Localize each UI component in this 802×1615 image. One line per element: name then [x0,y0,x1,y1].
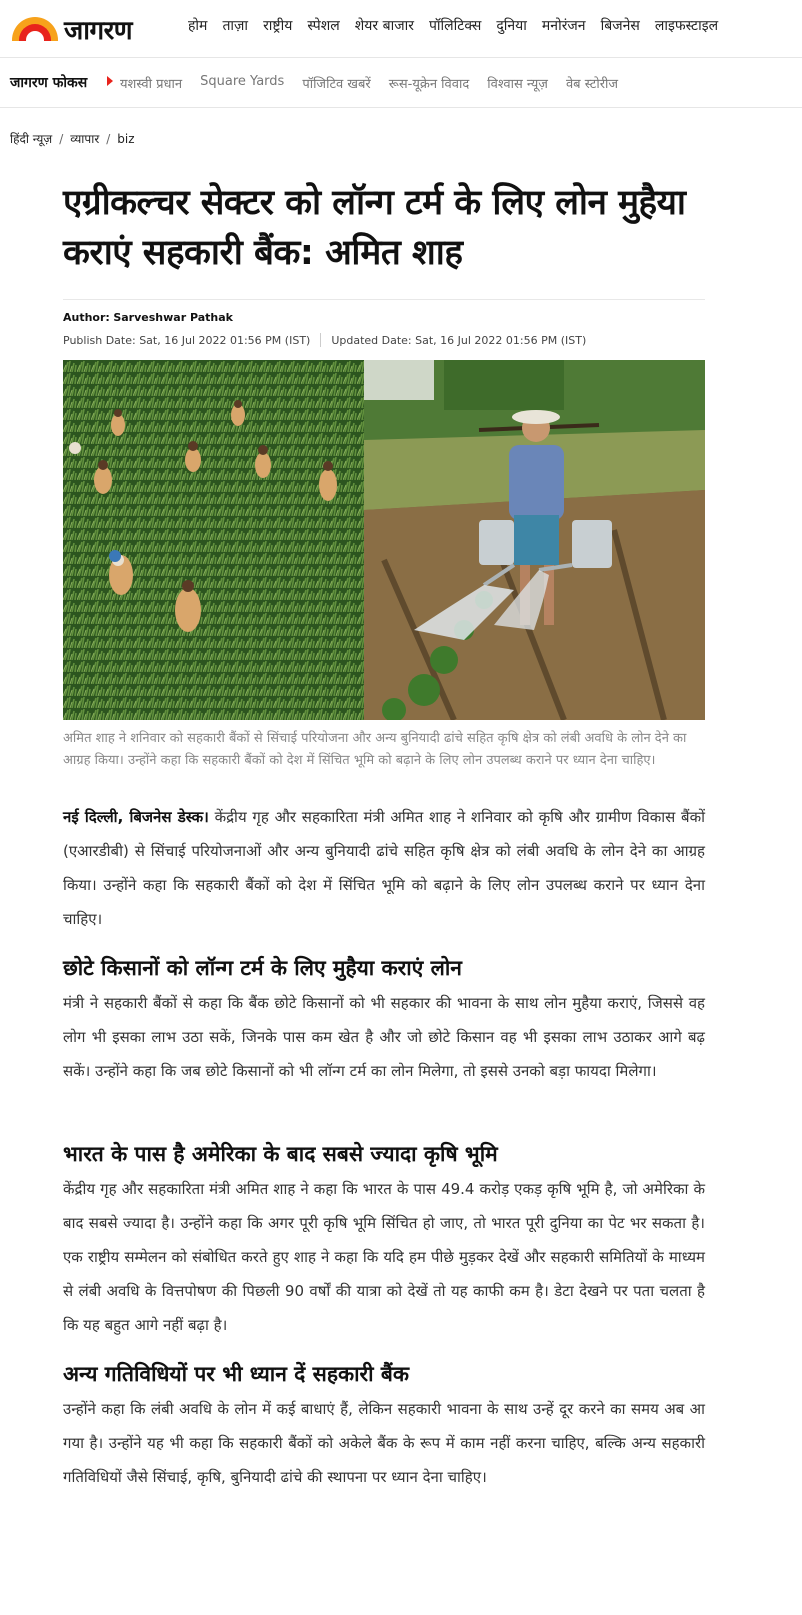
nav-item-business[interactable]: बिजनेस [600,18,640,34]
nav-item-share-market[interactable]: शेयर बाजार [354,18,414,34]
nav-item-national[interactable]: राष्ट्रीय [263,18,293,34]
article-headline: एग्रीकल्चर सेक्टर को लॉन्ग टर्म के लिए लोन मुहैया कराएं सहकारी बैंक: अमित शाह [63,183,686,273]
field-workers-illustration [63,360,364,720]
date-separator [320,333,321,347]
author-name[interactable]: Sarveshwar Pathak [113,311,233,324]
article-hero-image [63,360,705,720]
focus-item-russia-ukraine[interactable]: रूस-यूक्रेन विवाद [388,77,470,92]
farmer-watering-image [364,360,705,720]
article-intro [63,800,705,936]
focus-item-square-yards[interactable]: Square Yards [200,74,285,89]
nav-item-world[interactable]: दुनिया [496,18,527,34]
sun-logo-icon [12,17,58,41]
focus-item-vishvas-news[interactable]: विश्वास न्यूज़ [487,77,548,92]
site-logo[interactable] [12,14,158,44]
farmer-watering-illustration [364,360,705,720]
date-line [63,333,586,347]
main-nav [188,16,733,35]
focus-item-yashasvi[interactable]: यशस्वी प्रधान [120,77,183,92]
author-label: Author: [63,311,110,324]
breadcrumb-item-hindi-news[interactable]: हिंदी न्यूज़ [10,132,53,146]
nav-item-special[interactable]: स्पेशल [307,18,340,34]
divider [63,299,705,300]
field-workers-image [63,360,364,720]
section-heading-small-farmers: छोटे किसानों को लॉन्ग टर्म के लिए मुहैया कराएं लोन [63,956,462,980]
section-text-farmland: केंद्रीय गृह और सहकारिता मंत्री अमित शाह ने कहा कि भारत के पास 49.4 करोड़ एकड़ कृषि भूमि है, जो अमेरिका के बाद सबसे ज्यादा है। उन्होंने कहा कि अगर पूरी कृषि भूमि सिंचित हो जाए, तो भारत पूरी दुनिया का पेट भर सकता है। एक राष्ट्रीय सम्मेलन को संबोधित करते हुए शाह ने कहा कि यदि हम पीछे मुड़कर देखें और सहकारी समितियों के माध्यम से लंबी अवधि के वित्तपोषण की पिछली 90 वर्षों की यात्रा को देखें तो यह काफी कम है। डेटा देखने पर पता चलता है कि यह बहुत आगे नहीं बढ़ा है। [63,1180,705,1334]
focus-item-positive-news[interactable]: पॉजिटिव खबरें [302,77,371,92]
author-line [63,311,233,324]
nav-item-latest[interactable]: ताज़ा [222,18,249,34]
site-header [0,0,802,58]
breadcrumb-separator: / [59,131,64,146]
dateline: नई दिल्ली, बिजनेस डेस्क। [63,808,209,826]
nav-item-politics[interactable]: पॉलिटिक्स [428,18,482,34]
nav-item-entertainment[interactable]: मनोरंजन [541,18,586,34]
section-text-other-activities: उन्होंने कहा कि लंबी अवधि के लोन में कई बाधाएं हैं, लेकिन सहकारी भावना के साथ उन्हें दूर करने का समय अब आ गया है। उन्होंने यह भी कहा कि सहकारी बैंकों को अकेले बैंक के रूप में काम नहीं करना चाहिए, बल्कि अन्य सहकारी गतिविधियों जैसे सिंचाई, कृषि, बुनियादी ढांचे की स्थापना पर ध्यान देना चाहिए। [63,1400,705,1486]
logo-text: जागरण [64,16,133,46]
focus-nav [120,74,636,92]
image-caption: अमित शाह ने शनिवार को सहकारी बैंकों से सिंचाई परियोजना और अन्य बुनियादी ढांचे सहित कृषि क्षेत्र को लंबी अवधि के लोन देने का आग्रह किया। उन्होंने कहा कि सहकारी बैंकों को देश में सिंचित भूमि को बढ़ाने के लिए लोन उपलब्ध कराने पर ध्यान देना चाहिए। [63,731,687,768]
nav-item-home[interactable]: होम [188,18,208,34]
focus-label[interactable]: जागरण फोकस [10,75,88,91]
breadcrumb-item-biz[interactable]: biz [117,131,135,146]
breadcrumb-item-business[interactable]: व्यापार [70,132,100,146]
breadcrumb [10,130,135,147]
section-heading-other-activities: अन्य गतिविधियों पर भी ध्यान दें सहकारी बैंक [63,1362,410,1386]
focus-item-web-stories[interactable]: वेब स्टोरीज [565,77,619,92]
updated-date: Updated Date: Sat, 16 Jul 2022 01:56 PM (IST) [331,333,587,347]
arrow-right-icon [107,76,113,86]
section-text-small-farmers: मंत्री ने सहकारी बैंकों से कहा कि बैंक छोटे किसानों को भी सहकार की भावना के साथ लोन मुहैया कराएं, जिससे वह लोग भी इसका लाभ उठा सकें, जिनके पास कम खेत है और जो छोटे किसान वह भी इसका लाभ उठाकर आगे बढ़ सकें। उन्होंने कहा कि जब छोटे किसानों को भी लॉन्ग टर्म का लोन मिलेगा, तो इससे उनको बड़ा फायदा मिलेगा। [63,994,705,1080]
intro-text: केंद्रीय गृह और सहकारिता मंत्री अमित शाह ने शनिवार को कृषि और ग्रामीण विकास बैंकों (एआरडीबी) से सिंचाई परियोजनाओं और अन्य बुनियादी ढांचे सहित कृषि क्षेत्र को लंबी अवधि के लोन देने का आग्रह किया। उन्होंने कहा कि सहकारी बैंकों को देश में सिंचित भूमि को बढ़ाने के लिए लोन उपलब्ध कराने पर ध्यान देना चाहिए। [63,808,705,928]
nav-item-lifestyle[interactable]: लाइफस्टाइल [654,18,719,34]
publish-date: Publish Date: Sat, 16 Jul 2022 01:56 PM (IST) [63,333,311,347]
focus-bar [0,58,802,108]
breadcrumb-separator: / [106,131,111,146]
section-heading-farmland: भारत के पास है अमेरिका के बाद सबसे ज्यादा कृषि भूमि [63,1142,498,1166]
